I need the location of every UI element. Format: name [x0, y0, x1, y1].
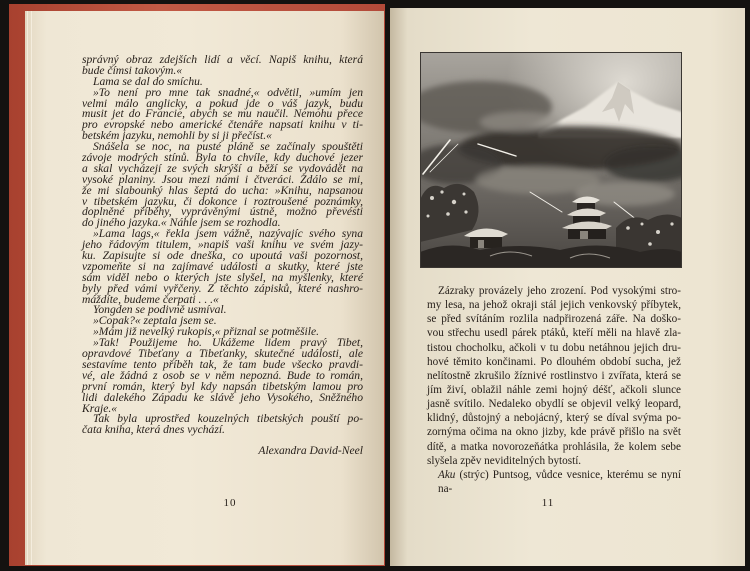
text-line: bude čímsi takovým.« — [82, 63, 183, 77]
text-line: sám viděl nebo o kterých jste slyšel, na myšlenky, které — [82, 270, 363, 284]
text-line: první román, který byl kdy napsán tibetským lamou pro — [82, 379, 363, 393]
text-line: »Copak?« zeptala jsem se. — [93, 314, 217, 328]
page-number-left: 10 — [223, 497, 237, 509]
page-edge — [31, 11, 32, 565]
text-line: nelítostně zkrušilo žíznivé rostlinstvo i zvířata, která se — [427, 369, 681, 382]
text-line: Zázraky provázely jeho zrození. Pod vysokými stro- — [438, 285, 681, 297]
illustration — [420, 52, 682, 268]
text-line: »To není pro mne tak snadné,« odvětil, »umím jen — [93, 85, 363, 99]
text-line: jasně svítilo. Nedaleko obydlí se objevil velký leopard, — [427, 398, 681, 411]
text-line: opravdové Tibeťany a Tibeťanky, skutečné události, ale — [82, 347, 363, 361]
text-line: v tibetském jazyku, či dokonce i roztroušené poznámky, — [82, 194, 363, 208]
text-line: že mi slabounký hlas šeptá do ucha: »Knihu, napsanou — [82, 183, 363, 197]
text-line: velmi málo anglicky, a pokud jde o váš jazyk, budu — [82, 96, 363, 110]
text-line: jeho řádovým titulem, »napiš vaši knihu ve svém jazy- — [82, 238, 363, 252]
text-line: pro evropské nebo americké čtenáře napsati knihu v ti- — [82, 118, 363, 132]
text-line: vysoké planiny. Jsou mezi námi i čtveráci. Zdálo se mi, — [82, 172, 363, 186]
text-line: klidný, důstojný a nebojácný, který se díval svýma po- — [427, 412, 681, 425]
page-number-right: 11 — [541, 497, 555, 509]
text-line: vé, ale žádná z osob se v něm nepozná. Bude to román, — [82, 368, 363, 382]
text-line: byly před vámi vyřčeny. Z těchto zápisků, které nashro- — [82, 281, 363, 295]
text-line: zornýma očima na okno jizby, kde právě přišlo na svět — [427, 426, 681, 439]
text-line: »Mám již nevelký rukopis,« přiznal se potměšile. — [93, 325, 320, 339]
text-line: Snášela se noc, na pusté pláně se začínaly spouštěti — [93, 140, 363, 154]
text-line: správný obraz zdejších lidí a věcí. Napiš knihu, která — [82, 53, 363, 66]
text-line: my lesa, na jehož okraji stál jejich venkovský příbytek, — [427, 299, 681, 312]
text-line: doplněné příběhy, vyprávěnými ústně, možno převésti — [82, 205, 363, 219]
left-page-text — [82, 55, 363, 436]
text-line-rest: (strýc) Puntsog, vůdce vesnice, kterému se nyní na- — [438, 468, 681, 495]
text-line: Kraje.« — [82, 401, 118, 415]
text-line: tistou chocholku, ačkoli v tu dobu netáhnou jejich dru- — [427, 341, 681, 354]
text-line: vou střechu usedl párek ptáků, kteří měli na hlavě zla- — [427, 327, 681, 340]
text-line: ku. Zapisujte si ode dneška, co upoutá vaši pozornost, — [82, 249, 363, 263]
text-line: závoje modrých stínů. Byla to chvíle, kdy duchové jezer — [82, 151, 363, 165]
right-page-text — [427, 284, 681, 495]
text-line: máždíte, budeme čerpati . . .« — [82, 292, 219, 306]
text-line — [427, 468, 681, 495]
text-line: lidi dalekého Západu ke slávě jeho Vysokého, Sněžného — [82, 390, 363, 404]
text-line: a skal vycházejí ze svých skrýší a běží se vydovádět na — [82, 161, 363, 175]
text-line: jím živí, oblažil náhle zemi hojný déšť, ačkoli slunce — [427, 383, 681, 396]
author-signature: Alexandra David-Neel — [258, 444, 363, 457]
text-line: betském jazyku, nemohli by si ji přečíst.« — [82, 129, 272, 143]
text-line: Tak byla uprostřed kouzelných tibetských pouští po- — [93, 412, 363, 426]
page-edge — [27, 11, 28, 565]
text-line: Lama se dal do smíchu. — [93, 74, 203, 88]
text-line: slyšela zpěv neviditelných bytostí. — [427, 454, 582, 467]
text-line: »Lama lags,« řekla jsem vážně, nazývajíc svého syna — [93, 227, 363, 241]
text-line: čata kniha, která dnes vychází. — [82, 423, 225, 437]
italic-word: Aku — [438, 468, 456, 481]
text-line: »Tak! Použijeme ho. Ukážeme lidem pravý Tibet, — [93, 336, 363, 350]
text-line: dítě, a matka novorozeňátka prohlásila, že kolem sebe — [427, 440, 681, 453]
text-line: musit jet do Francie, abych se mu naučil. Nemohu přece — [82, 107, 363, 121]
text-line: Yongden se podivně usmíval. — [93, 303, 227, 317]
text-line: hové těmito končinami. Po dlouhém období sucha, jež — [427, 355, 681, 368]
text-line: do jiného jazyka.« Náhle jsem se rozhodla. — [82, 216, 281, 230]
text-line: vzpomeňte si na zajímavé události a skutky, které jste — [82, 259, 363, 273]
text-line: sestavíme tento příběh tak, že tam bude všecko pravdi- — [82, 357, 363, 371]
text-line: se před svítáním rozlila nadpřirozená záře. Na doško- — [427, 313, 681, 326]
